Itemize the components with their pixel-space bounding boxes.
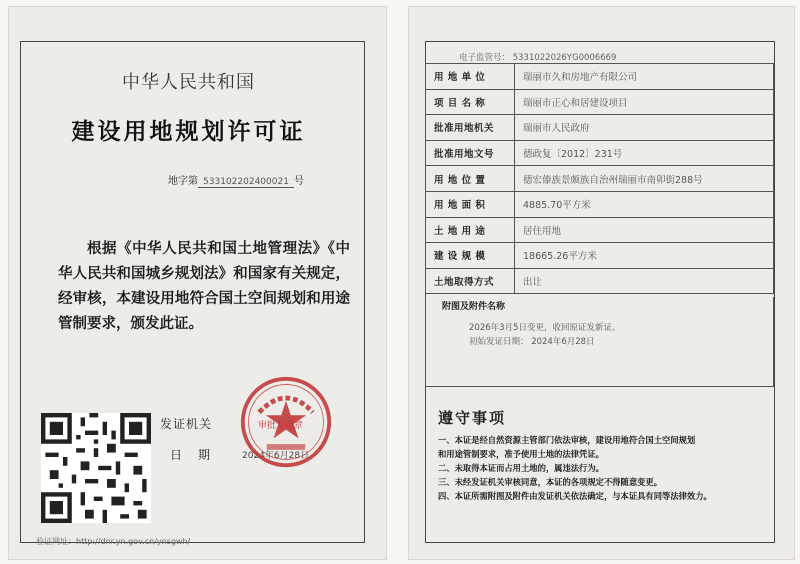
seal-text: 审批专用章 [258, 421, 304, 431]
row-value: 4885.70平方米 [515, 191, 774, 217]
verify-label: 验证网址： [36, 537, 76, 546]
date-label-char-2: 期 [197, 448, 210, 462]
land-info-table [425, 63, 774, 294]
qr-code-icon [41, 413, 151, 523]
body-text: 根据《中华人民共和国土地管理法》《中华人民共和国城乡规划法》和国家有关规定，经审核，本建设用地符合国土空间规划和用途管制要求，颁发此证。 [58, 240, 350, 332]
notice-item: 二、未取得本证而占用土地的，属违法行为。 [438, 463, 604, 473]
row-key: 用 地 位 置 [426, 166, 515, 192]
row-value: 瑞丽市久和房地产有限公司 [515, 64, 774, 90]
certificate-right-page [408, 6, 795, 560]
table-row [426, 191, 774, 217]
row-key: 批准用地机关 [426, 115, 515, 141]
row-key: 土 地 用 途 [426, 217, 515, 243]
certificate-body [58, 236, 350, 336]
page-title: 建设用地规划许可证 [71, 118, 306, 145]
verify-url [36, 536, 190, 547]
cert-suffix: 号 [294, 176, 304, 187]
notice-item: 四、本证所需附图及附件由发证机关依法确定，与本证具有同等法律效力。 [438, 491, 712, 501]
table-row [426, 268, 774, 294]
table-row [426, 140, 774, 166]
country-name: 中华人民共和国 [122, 72, 255, 93]
notice-title: 遵守事项 [438, 409, 507, 427]
epermit-value: 5331022026YG0006669 [512, 53, 617, 63]
date-label [170, 446, 210, 463]
table-row [426, 243, 774, 269]
attachments-line-2: 初始发证日期： 2024年6月28日 [469, 337, 595, 347]
row-value: 出让 [515, 268, 774, 294]
epermit-label: 电子监管号： [459, 53, 511, 63]
table-row [426, 115, 774, 141]
notice-item: 一、本证是经自然资源主管部门依法审核，建设用地符合国土空间规划 [438, 435, 696, 445]
row-key: 土地取得方式 [426, 268, 515, 294]
attachments-line-1: 2026年3月5日变更，收回原证发新证。 [469, 323, 621, 333]
certificate-number [168, 172, 304, 188]
row-value: 德宏傣族景颇族自治州瑞丽市南卯街288号 [515, 166, 774, 192]
verify-link[interactable]: http://dnr.yn.gov.cn/ynsgwh/ [76, 537, 191, 546]
table-row [426, 166, 774, 192]
row-value: 瑞丽市正心和居建设项目 [515, 89, 774, 115]
row-key: 用 地 面 积 [426, 191, 515, 217]
attachments-text [469, 321, 620, 349]
notice-list [438, 433, 758, 503]
table-row [426, 217, 774, 243]
row-value: 瑞丽市人民政府 [515, 115, 774, 141]
row-key: 建 设 规 模 [426, 243, 515, 269]
electronic-supervision-number [459, 51, 616, 63]
notice-item: 三、未经发证机关审核同意，本证的各项规定不得随意变更。 [438, 477, 663, 487]
row-value: 德政复〔2012〕231号 [515, 140, 774, 166]
cert-prefix: 地字第 [168, 176, 198, 187]
date-label-char-1: 日 [170, 448, 183, 462]
issue-date: 2024年6月28日 [242, 451, 310, 461]
row-value: 居住用地 [515, 217, 774, 243]
notice-item: 和用途管制要求，准予使用土地的法律凭证。 [438, 449, 604, 459]
row-value: 18665.26平方米 [515, 243, 774, 269]
attachments-title: 附图及附件名称 [442, 302, 506, 312]
cert-number-value: 533102202400021 [198, 177, 294, 188]
table-row [426, 64, 774, 90]
table-row [426, 89, 774, 115]
row-key: 项 目 名 称 [426, 89, 515, 115]
row-key: 用 地 单 位 [426, 64, 515, 90]
row-key: 批准用地文号 [426, 140, 515, 166]
issuer-label: 发证机关 [160, 417, 213, 431]
